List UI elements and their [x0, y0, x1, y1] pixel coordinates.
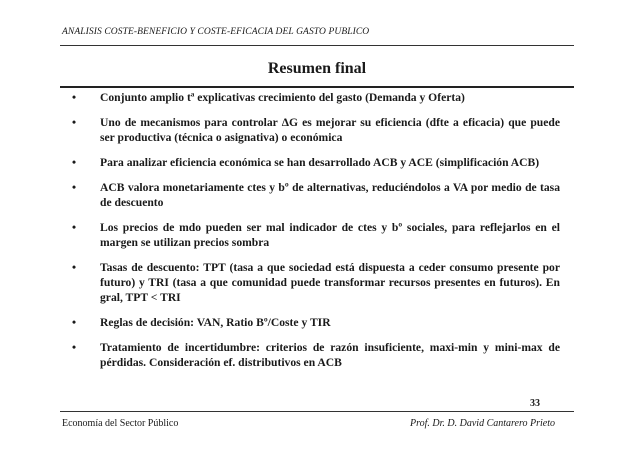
bullet-item — [60, 220, 560, 250]
bullet-dot-icon: • — [72, 316, 77, 329]
bullet-text: Los precios de mdo pueden ser mal indicador de ctes y bº sociales, para reflejarlos en el margen se utilizan precios sombra — [100, 221, 560, 249]
bullet-text: Uno de mecanismos para controlar ΔG es mejorar su eficiencia (dfte a eficacia) que puede ser productiva (técnica o asignativa) o económica — [100, 116, 560, 144]
header-divider — [60, 45, 574, 46]
page-number: 33 — [530, 398, 540, 409]
bullet-text: ACB valora monetariamente ctes y bº de alternativas, reduciéndolos a VA por medio de tasa de descuento — [100, 181, 560, 209]
bullet-item — [60, 90, 560, 105]
header-title: ANALISIS COSTE-BENEFICIO Y COSTE-EFICACIA DEL GASTO PUBLICO — [62, 27, 370, 37]
bullet-item — [60, 155, 560, 170]
bullet-list — [60, 90, 560, 380]
bullet-dot-icon: • — [72, 91, 77, 104]
footer-author: Prof. Dr. D. David Cantarero Prieto — [410, 418, 555, 429]
bullet-text: Para analizar eficiencia económica se han desarrollado ACB y ACE (simplificación ACB) — [100, 156, 540, 169]
bullet-item — [60, 260, 560, 305]
bullet-item — [60, 315, 560, 330]
slide-title: Resumen final — [267, 60, 367, 77]
bullet-dot-icon: • — [72, 221, 77, 234]
bullet-dot-icon: • — [72, 181, 77, 194]
bullet-text: Tasas de descuento: TPT (tasa a que sociedad está dispuesta a ceder consumo presente por futuro) y TRI (tasa a que comunidad puede transformar recursos presentes en futuros). En gral, TPT < TRI — [100, 261, 560, 304]
bullet-item — [60, 180, 560, 210]
footer-divider — [60, 411, 574, 412]
bullet-dot-icon: • — [72, 116, 77, 129]
bullet-dot-icon: • — [72, 156, 77, 169]
footer-course: Economía del Sector Público — [62, 418, 179, 429]
bullet-item — [60, 115, 560, 145]
bullet-item — [60, 340, 560, 370]
title-divider — [60, 86, 574, 88]
bullet-text: Tratamiento de incertidumbre: criterios de razón insuficiente, maxi-min y mini-max de pérdidas. Consideración ef. distributivos en ACB — [100, 341, 560, 369]
bullet-dot-icon: • — [72, 341, 77, 354]
bullet-text: Conjunto amplio tª explicativas crecimiento del gasto (Demanda y Oferta) — [100, 91, 465, 104]
bullet-text: Reglas de decisión: VAN, Ratio Bº/Coste y TIR — [100, 316, 331, 329]
bullet-dot-icon: • — [72, 261, 77, 274]
